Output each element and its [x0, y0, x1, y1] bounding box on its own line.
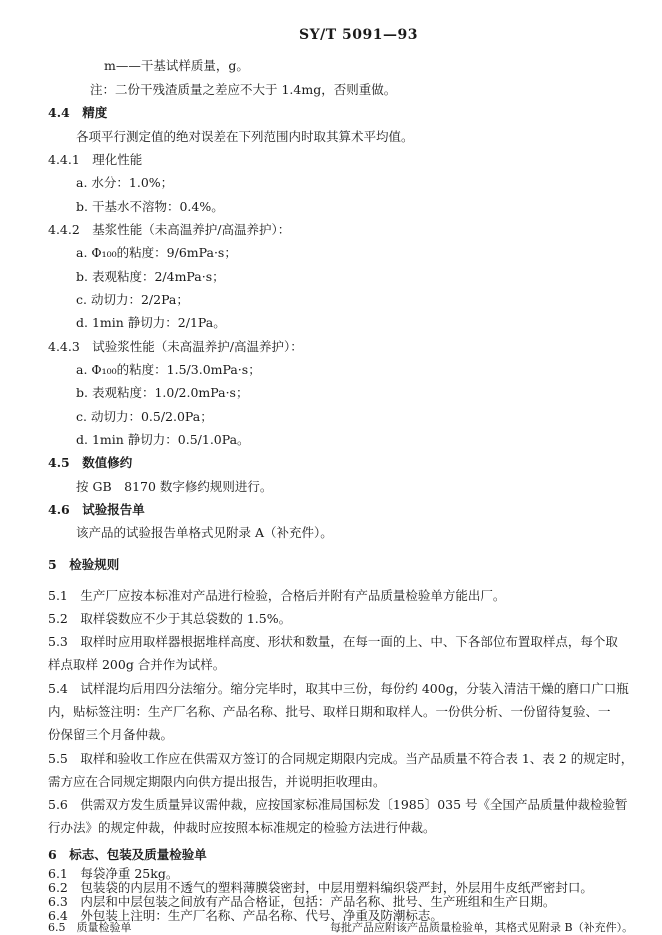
standard-code-header: SY/T 5091—93 — [299, 27, 418, 43]
subsection-heading-4-4-2: 4.4.2 基浆性能（未高温养护/高温养护）： — [48, 222, 291, 237]
clause-6-5: 6.5 质量检验单 — [48, 921, 132, 934]
clause-6-4: 6.4 外包装上注明：生产厂名称、产品名称、代号、净重及防潮标志。 — [48, 908, 443, 923]
clause-5-1: 5.1 生产厂应按本标准对产品进行检验，合格后并附有产品质量检验单方能出厂。 — [48, 588, 506, 603]
paragraph: 各项平行测定值的绝对误差在下列范围内时取其算术平均值。 — [76, 129, 414, 144]
section-heading-4-6: 4.6 试验报告单 — [48, 502, 145, 517]
clause-5-4: 5.4 试样混均后用四分法缩分。缩分完毕时，取其中三份，每份约 400g，分装入清洁干燥的磨口广口瓶 — [48, 681, 629, 696]
list-item: a. 水分：1.0%； — [76, 175, 174, 190]
subsection-heading-4-4-1: 4.4.1 理化性能 — [48, 152, 143, 167]
list-item: b. 表观粘度：1.0/2.0mPa·s； — [76, 385, 249, 400]
clause-5-2: 5.2 取样袋数应不少于其总袋数的 1.5%。 — [48, 611, 292, 626]
clause-5-6: 5.6 供需双方发生质量异议需仲裁，应按国家标准局国标发〔1985〕035 号《全国产品质量仲裁检验暂 — [48, 797, 628, 812]
list-item: c. 动切力：2/2Pa； — [76, 292, 189, 307]
list-item: a. Φ₁₀₀的粘度：1.5/3.0mPa·s； — [76, 362, 261, 377]
clause-5-6-continued: 行办法》的规定仲裁，仲裁时应按照本标准规定的检验方法进行仲裁。 — [48, 820, 436, 835]
clause-5-4-continued: 份保留三个月备仲裁。 — [48, 727, 174, 742]
clause-5-5-continued: 需方应在合同规定期限内向供方提出报告，并说明拒收理由。 — [48, 774, 386, 789]
section-heading-4-4: 4.4 精度 — [48, 105, 108, 120]
note: 注：二份干残渣质量之差应不大于 1.4mg，否则重做。 — [90, 82, 397, 97]
subsection-heading-4-4-3: 4.4.3 试验浆性能（未高温养护/高温养护）： — [48, 339, 303, 354]
clause-6-2: 6.2 包装袋的内层用不透气的塑料薄膜袋密封，中层用塑料编织袋严封，外层用牛皮纸严密封口。 — [48, 880, 593, 895]
clause-5-4-continued: 内，贴标签注明：生产厂名称、产品名称、批号、取样日期和取样人。一份供分析、一份留待复验、一 — [48, 704, 611, 719]
clause-5-5: 5.5 取样和验收工作应在供需双方签订的合同规定期限内完成。当产品质量不符合表 1、表 2 的规定时， — [48, 751, 634, 766]
variable-definition: m——干基试样质量，g。 — [104, 58, 249, 73]
paragraph: 按 GB 8170 数字修约规则进行。 — [76, 479, 273, 494]
list-item: b. 干基水不溶物：0.4%。 — [76, 199, 224, 214]
list-item: a. Φ₁₀₀的粘度：9/6mPa·s； — [76, 245, 237, 260]
clause-5-3-continued: 样点取样 200g 合并作为试样。 — [48, 657, 226, 672]
chapter-heading-5: 5 检验规则 — [48, 557, 120, 572]
list-item: b. 表观粘度：2/4mPa·s； — [76, 269, 225, 284]
paragraph: 该产品的试验报告单格式见附录 A（补充件）。 — [76, 525, 333, 540]
chapter-heading-6: 6 标志、包装及质量检验单 — [48, 847, 207, 862]
list-item: d. 1min 静切力：2/1Pa。 — [76, 315, 226, 330]
list-item: c. 动切力：0.5/2.0Pa； — [76, 409, 213, 424]
clause-6-3: 6.3 内层和中层包装之间放有产品合格证，包括：产品名称、批号、生产班组和生产日期。 — [48, 894, 556, 909]
section-heading-4-5: 4.5 数值修约 — [48, 455, 133, 470]
paragraph: 每批产品应附该产品质量检验单，其格式见附录 B（补充件）。 — [330, 921, 634, 934]
clause-6-1: 6.1 每袋净重 25kg。 — [48, 866, 179, 881]
list-item: d. 1min 静切力：0.5/1.0Pa。 — [76, 432, 250, 447]
clause-5-3: 5.3 取样时应用取样器根据堆样高度、形状和数量，在每一面的上、中、下各部位布置取样点，每个取 — [48, 634, 618, 649]
